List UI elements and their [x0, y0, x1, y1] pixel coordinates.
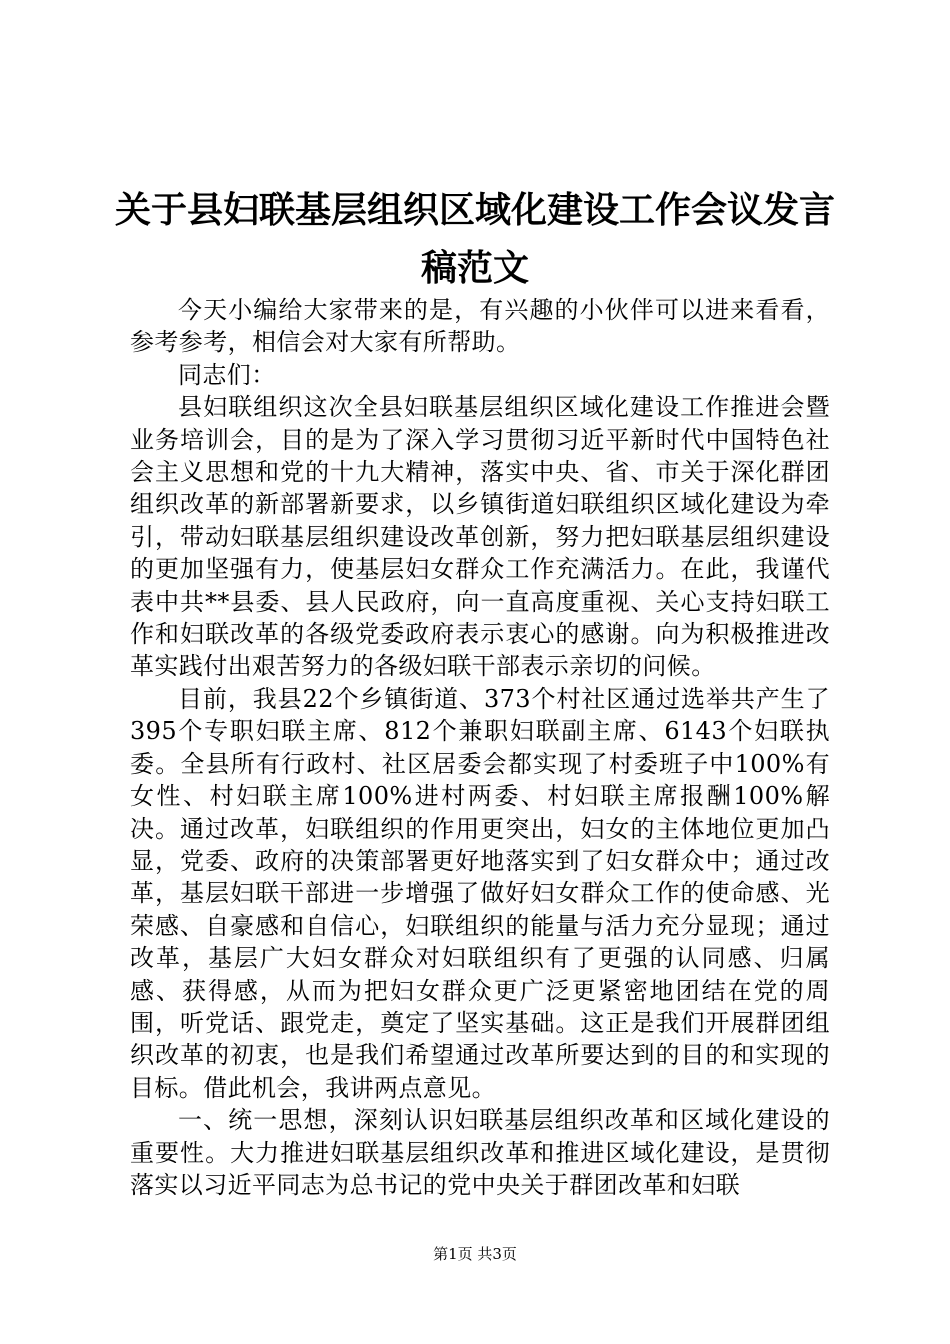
- body-paragraph: 目前，我县22个乡镇街道、373个村社区通过选举共产生了395个专职妇联主席、812个兼职妇联副主席、6143个妇联执委。全县所有行政村、社区居委会都实现了村委班子中100%有女性、村妇联主席100%进村两委、村妇联主席报酬100%解决。通过改革，妇联组织的作用更突出，妇女的主体地位更加凸显，党委、政府的决策部署更好地落实到了妇女群众中；通过改革，基层妇联干部进一步增强了做好妇女群众工作的使命感、光荣感、自豪感和自信心，妇联组织的能量与活力充分显现；通过改革，基层广大妇女群众对妇联组织有了更强的认同感、归属感、获得感，从而为把妇女群众更广泛更紧密地团结在党的周围，听党话、跟党走，奠定了坚实基础。这正是我们开展群团组织改革的初衷，也是我们希望通过改革所要达到的目的和实现的目标。借此机会，我讲两点意见。: [130, 684, 830, 1102]
- document-title: [100, 182, 850, 298]
- page-footer: 第1页 共3页: [433, 1245, 517, 1263]
- body-paragraph: 一、统一思想，深刻认识妇联基层组织改革和区域化建设的重要性。大力推进妇联基层组织改革和推进区域化建设，是贯彻落实以习近平同志为总书记的党中央关于群团改革和妇联: [130, 1106, 830, 1199]
- intro-paragraph: 今天小编给大家带来的是，有兴趣的小伙伴可以进来看看，参考参考，相信会对大家有所帮助。: [130, 296, 830, 357]
- document-body: [130, 294, 830, 1201]
- body-paragraph: 县妇联组织这次全县妇联基层组织区域化建设工作推进会暨业务培训会，目的是为了深入学习贯彻习近平新时代中国特色社会主义思想和党的十九大精神，落实中央、省、市关于深化群团组织改革的新部署新要求，以乡镇街道妇联组织区域化建设为牵引，带动妇联基层组织建设改革创新，努力把妇联基层组织建设的更加坚强有力，使基层妇女群众工作充满活力。在此，我谨代表中共**县委、县人民政府，向一直高度重视、关心支持妇联工作和妇联改革的各级党委政府表示衷心的感谢。向为积极推进改革实践付出艰苦努力的各级妇联干部表示亲切的问候。: [130, 393, 830, 681]
- title-line-2: 稿范文: [420, 248, 529, 289]
- salutation: 同志们：: [178, 360, 276, 389]
- title-line-1: 关于县妇联基层组织区域化建设工作会议发言: [114, 190, 835, 231]
